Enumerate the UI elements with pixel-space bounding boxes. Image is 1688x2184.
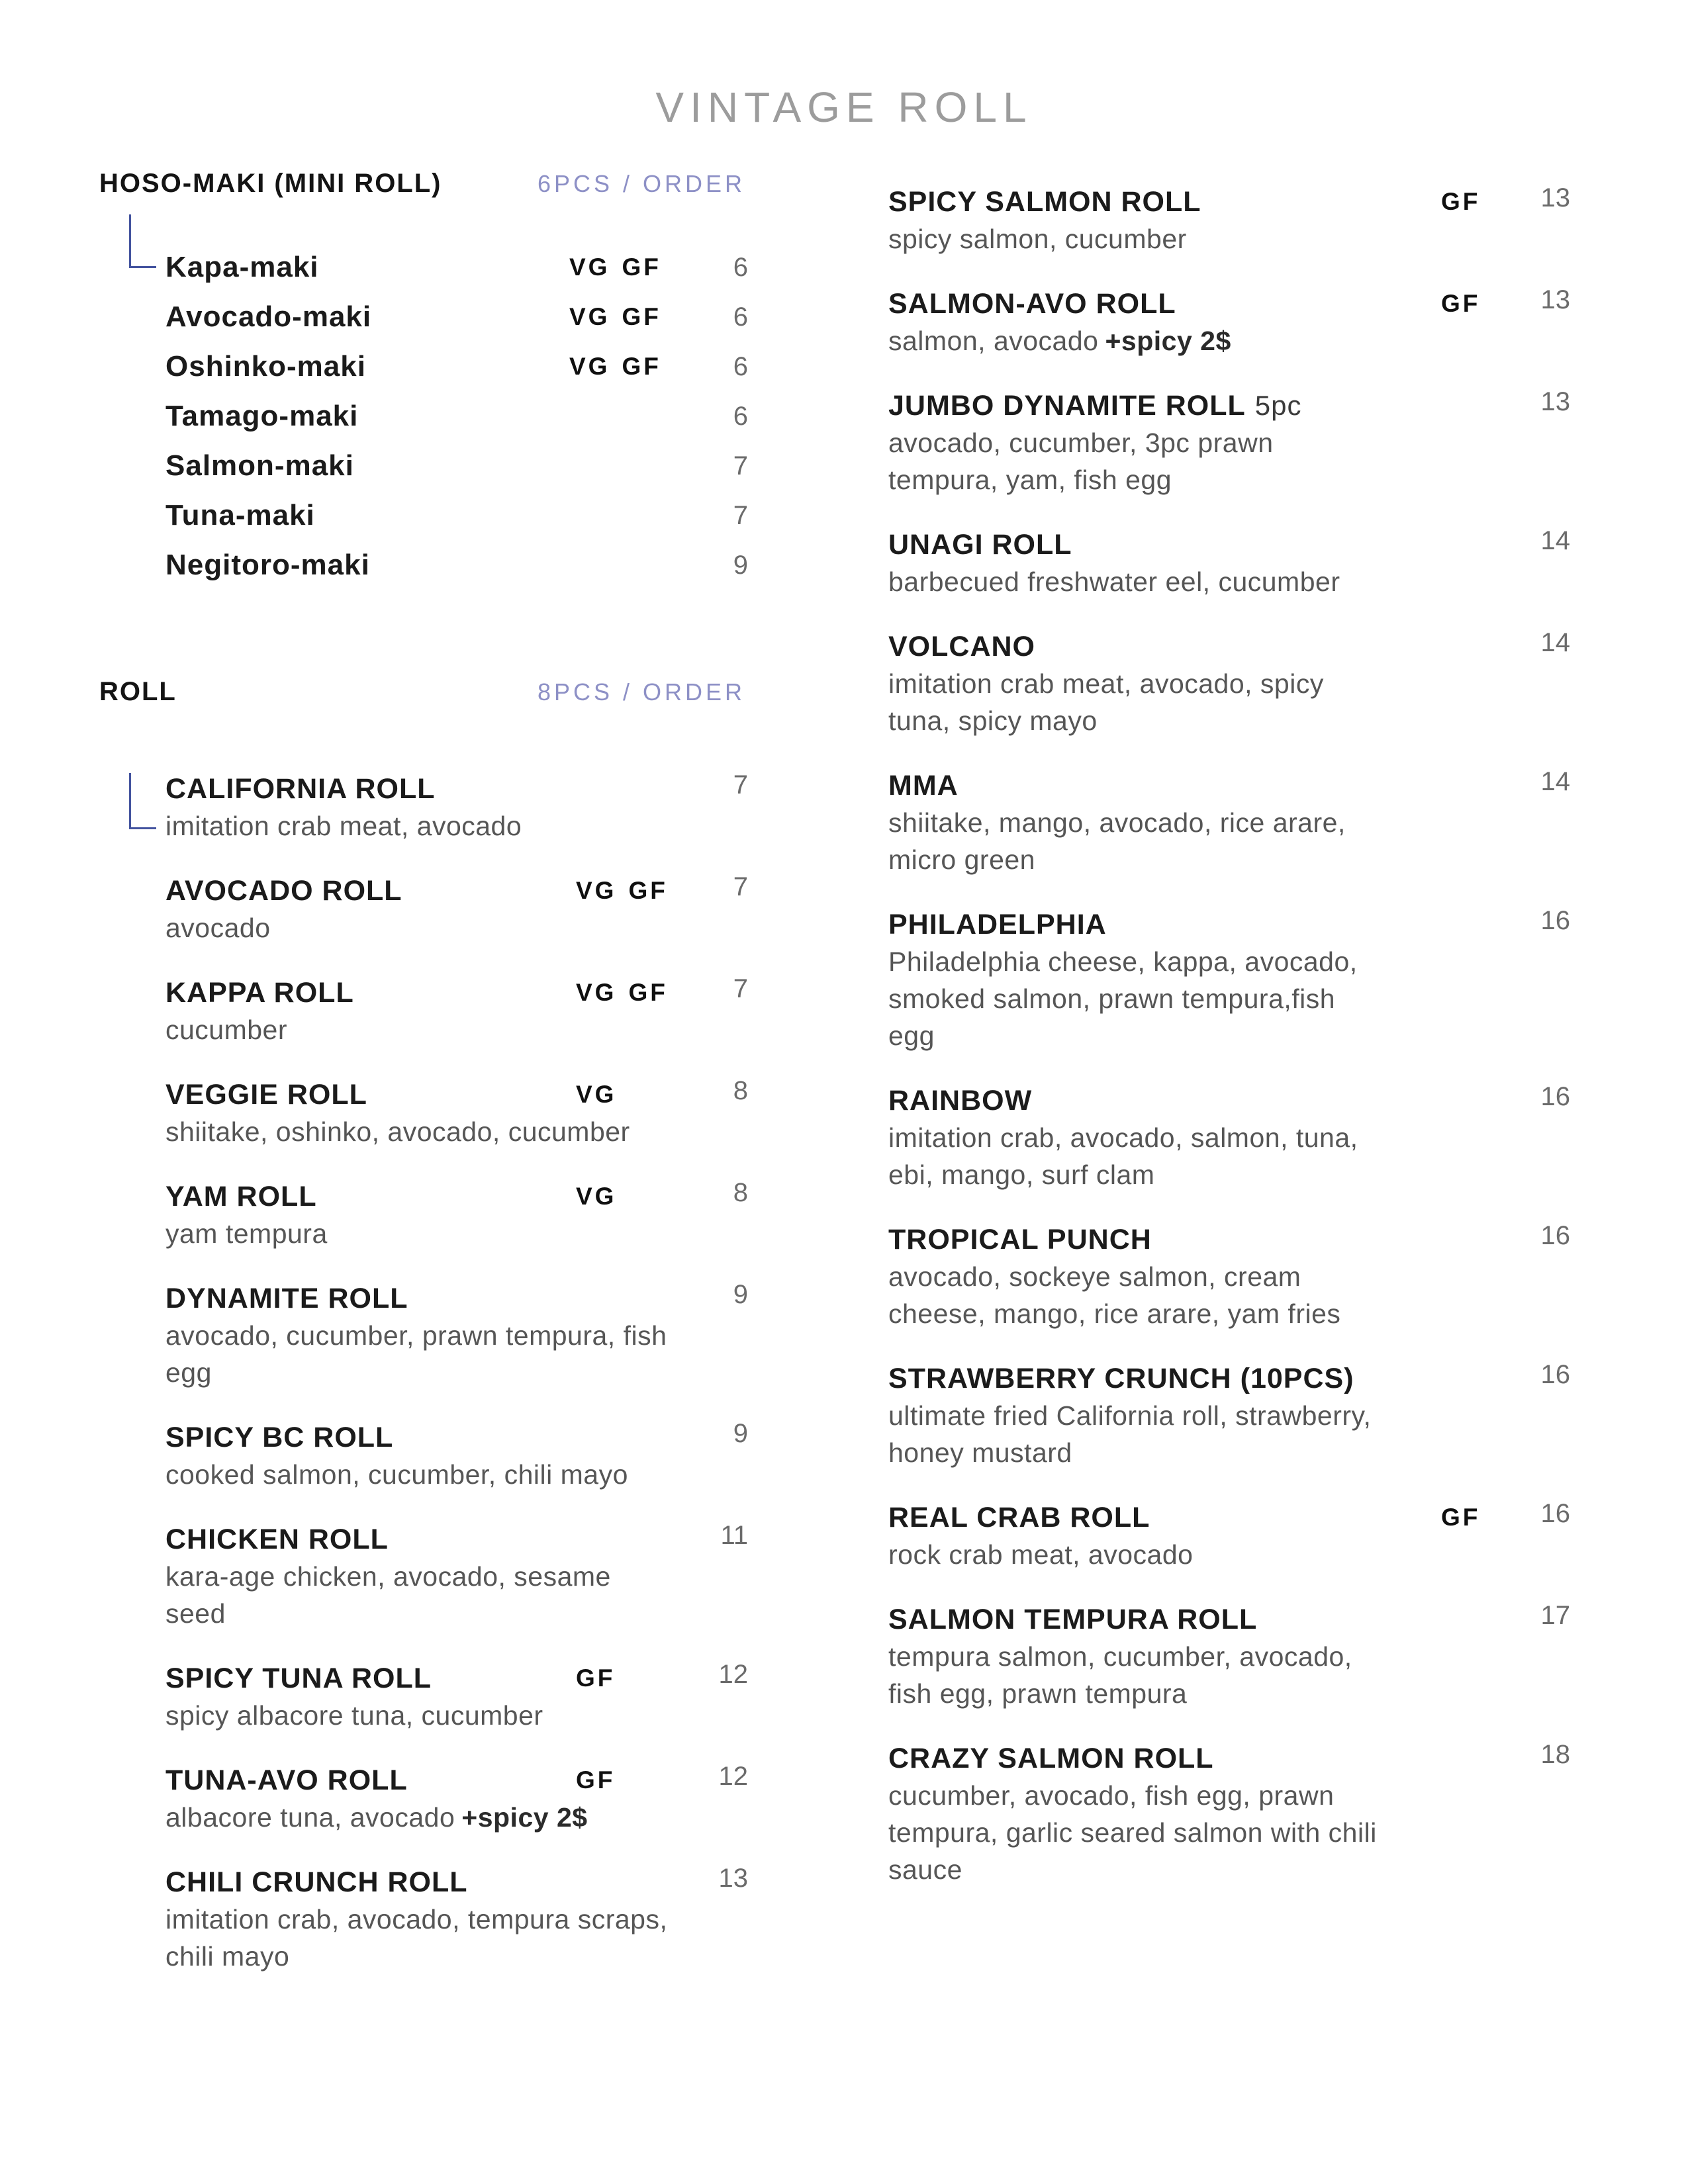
item-price: 8 xyxy=(733,1178,748,1207)
item-description: yam tempura xyxy=(165,1218,328,1249)
item-header xyxy=(99,1864,755,1901)
item-description: cooked salmon, cucumber, chili mayo xyxy=(165,1459,628,1490)
item-header xyxy=(99,1419,755,1456)
item-name: CALIFORNIA ROLL xyxy=(165,773,436,805)
item-description: tempura salmon, cucumber, avocado, fish egg, prawn tempura xyxy=(888,1641,1352,1709)
item-description: kara-age chicken, avocado, sesame seed xyxy=(165,1561,611,1629)
item-price: 14 xyxy=(1540,526,1570,555)
item-description: Philadelphia cheese, kappa, avocado, smoked salmon, prawn tempura,fish egg xyxy=(888,946,1358,1051)
item-name: VOLCANO xyxy=(888,631,1035,662)
menu-item xyxy=(888,628,1577,739)
menu-item xyxy=(888,183,1577,257)
badge-gf-label: GF xyxy=(622,352,661,380)
menu-item xyxy=(99,1076,755,1150)
item-header xyxy=(888,183,1577,220)
item-badges xyxy=(1441,183,1521,220)
item-name: CHILI CRUNCH ROLL xyxy=(165,1866,468,1898)
item-name: KAPPA ROLL xyxy=(165,977,354,1009)
item-addon-label: +spicy 2$ xyxy=(461,1802,588,1833)
badge-gf-label: GF xyxy=(1441,188,1481,215)
item-name: Avocado-maki xyxy=(165,300,372,333)
item-badges xyxy=(576,872,698,909)
item-header xyxy=(99,1178,755,1215)
item-badges xyxy=(1441,1499,1521,1536)
page-title: VINTAGE ROLL xyxy=(655,83,1033,131)
menu-item xyxy=(99,490,755,540)
item-description: cucumber, avocado, fish egg, prawn tempura, garlic seared salmon with chili sauce xyxy=(888,1780,1377,1885)
item-price: 16 xyxy=(1540,1499,1570,1528)
item-price: 8 xyxy=(733,1076,748,1105)
section-title-roll: ROLL xyxy=(99,677,177,706)
item-price: 6 xyxy=(733,302,748,332)
item-description: avocado, cucumber, prawn tempura, fish egg xyxy=(165,1320,667,1388)
menu-item xyxy=(99,1762,755,1836)
badge-gf-label: GF xyxy=(576,1664,616,1692)
item-header xyxy=(888,526,1577,563)
badge-gf-label: GF xyxy=(628,979,668,1006)
item-name: JUMBO DYNAMITE ROLL 5pc xyxy=(888,390,1302,422)
item-description: barbecued freshwater eel, cucumber xyxy=(888,567,1340,597)
item-header xyxy=(888,387,1577,424)
hoso-maki-list xyxy=(99,242,755,590)
item-price: 16 xyxy=(1540,1082,1570,1111)
badge-gf-label: GF xyxy=(576,1766,616,1794)
menu-item xyxy=(99,872,755,946)
item-price: 13 xyxy=(1540,387,1570,416)
menu-column-right xyxy=(888,169,1577,1916)
item-header xyxy=(888,1360,1577,1397)
item-name: RAINBOW xyxy=(888,1085,1033,1116)
menu-item xyxy=(99,1660,755,1734)
item-price: 16 xyxy=(1540,1221,1570,1250)
item-name: Oshinko-maki xyxy=(165,349,366,383)
item-badges xyxy=(569,249,698,286)
item-badges xyxy=(576,974,698,1011)
item-name: UNAGI ROLL xyxy=(888,529,1072,561)
item-header xyxy=(99,770,755,807)
item-price: 13 xyxy=(718,1864,748,1893)
item-badges xyxy=(569,298,698,336)
badge-gf-label: GF xyxy=(1441,290,1481,317)
menu-column-left xyxy=(99,169,755,2003)
item-header xyxy=(888,1601,1577,1638)
item-price: 14 xyxy=(1540,767,1570,796)
item-description: albacore tuna, avocado +spicy 2$ xyxy=(165,1802,588,1833)
item-badges xyxy=(569,348,698,385)
item-price: 12 xyxy=(718,1762,748,1791)
badge-vg-label: VG xyxy=(569,253,610,281)
item-header xyxy=(888,285,1577,322)
item-price: 17 xyxy=(1540,1601,1570,1630)
badge-gf-label: GF xyxy=(622,302,661,330)
menu-item xyxy=(99,770,755,844)
menu-item xyxy=(99,391,755,441)
menu-item xyxy=(99,1419,755,1493)
item-description: cucumber xyxy=(165,1015,288,1045)
item-price: 7 xyxy=(733,974,748,1003)
menu-item xyxy=(99,292,755,341)
item-price: 7 xyxy=(733,872,748,901)
menu-item xyxy=(888,1740,1577,1888)
item-name: REAL CRAB ROLL xyxy=(888,1502,1150,1533)
menu-item xyxy=(888,1082,1577,1193)
item-name: SPICY TUNA ROLL xyxy=(165,1662,432,1694)
badge-vg-label: VG xyxy=(576,1183,617,1210)
item-header xyxy=(888,1082,1577,1119)
item-price: 13 xyxy=(1540,285,1570,314)
menu-item xyxy=(99,441,755,490)
item-header xyxy=(99,872,755,909)
item-badges xyxy=(576,1076,698,1113)
item-description: avocado xyxy=(165,913,271,943)
section-header-hoso-maki xyxy=(99,169,755,206)
item-badges xyxy=(576,1660,698,1697)
item-description: ultimate fried California roll, strawberry, honey mustard xyxy=(888,1400,1372,1468)
item-name: SALMON-AVO ROLL xyxy=(888,288,1176,320)
menu-item xyxy=(888,526,1577,600)
item-price: 6 xyxy=(733,351,748,381)
item-description: imitation crab, avocado, salmon, tuna, ebi, mango, surf clam xyxy=(888,1122,1358,1190)
menu-item xyxy=(99,1280,755,1391)
menu-item xyxy=(99,1521,755,1632)
menu-item xyxy=(99,540,755,590)
menu-item xyxy=(888,1221,1577,1332)
item-name: Negitoro-maki xyxy=(165,548,370,581)
item-price: 7 xyxy=(733,770,748,799)
item-header xyxy=(888,1740,1577,1777)
item-header xyxy=(99,1076,755,1113)
menu-item xyxy=(99,242,755,292)
item-price: 11 xyxy=(720,1521,748,1550)
item-price: 7 xyxy=(733,451,748,480)
menu-item xyxy=(99,974,755,1048)
roll-list xyxy=(99,770,755,1975)
item-header xyxy=(888,1221,1577,1258)
menu-item xyxy=(888,285,1577,359)
item-name: STRAWBERRY CRUNCH (10PCS) xyxy=(888,1363,1354,1394)
item-description: spicy salmon, cucumber xyxy=(888,224,1187,254)
item-name: TUNA-AVO ROLL xyxy=(165,1764,408,1796)
tree-bracket-icon xyxy=(129,773,156,829)
item-badges xyxy=(576,1178,698,1215)
badge-vg-label: VG xyxy=(576,1081,617,1108)
item-name: AVOCADO ROLL xyxy=(165,875,402,907)
section-title-hoso-maki: HOSO-MAKI (MINI ROLL) xyxy=(99,169,442,198)
item-name: SPICY BC ROLL xyxy=(165,1422,394,1453)
item-price: 6 xyxy=(733,401,748,431)
item-name: PHILADELPHIA xyxy=(888,909,1107,940)
item-price: 18 xyxy=(1540,1740,1570,1769)
section-header-roll xyxy=(99,677,755,714)
item-name: SALMON TEMPURA ROLL xyxy=(888,1604,1258,1635)
menu-item xyxy=(99,1178,755,1252)
item-name: Tuna-maki xyxy=(165,498,315,531)
menu-item xyxy=(888,387,1577,498)
item-price: 16 xyxy=(1540,1360,1570,1389)
specialty-roll-list xyxy=(888,183,1577,1888)
item-header xyxy=(888,628,1577,665)
badge-vg-label: VG xyxy=(576,979,617,1006)
item-description: spicy albacore tuna, cucumber xyxy=(165,1700,543,1731)
item-price: 13 xyxy=(1540,183,1570,212)
item-description: rock crab meat, avocado xyxy=(888,1539,1194,1570)
menu-item xyxy=(888,1601,1577,1712)
badge-gf-label: GF xyxy=(1441,1504,1481,1531)
item-badges xyxy=(1441,285,1521,322)
menu-item xyxy=(888,767,1577,878)
item-header xyxy=(888,767,1577,804)
item-addon-label: +spicy 2$ xyxy=(1105,326,1231,356)
item-description: imitation crab meat, avocado xyxy=(165,811,522,841)
item-name: VEGGIE ROLL xyxy=(165,1079,367,1111)
item-price: 7 xyxy=(733,500,748,530)
item-header xyxy=(99,1521,755,1558)
item-name: SPICY SALMON ROLL xyxy=(888,186,1201,218)
item-description: avocado, sockeye salmon, cream cheese, mango, rice arare, yam fries xyxy=(888,1261,1341,1329)
item-name: MMA xyxy=(888,770,959,801)
item-description: salmon, avocado +spicy 2$ xyxy=(888,326,1231,356)
badge-vg-label: VG xyxy=(569,352,610,380)
item-description: imitation crab, avocado, tempura scraps, chili mayo xyxy=(165,1904,668,1972)
item-name: Kapa-maki xyxy=(165,250,319,283)
menu-item xyxy=(888,1499,1577,1573)
item-name: DYNAMITE ROLL xyxy=(165,1283,408,1314)
menu-item xyxy=(99,341,755,391)
item-description: avocado, cucumber, 3pc prawn tempura, yam, fish egg xyxy=(888,428,1274,495)
badge-gf-label: GF xyxy=(622,253,661,281)
item-header xyxy=(99,1280,755,1317)
item-badges xyxy=(576,1762,698,1799)
item-header xyxy=(888,906,1577,943)
item-price: 12 xyxy=(718,1660,748,1689)
item-description: shiitake, oshinko, avocado, cucumber xyxy=(165,1116,630,1147)
badge-vg-label: VG xyxy=(569,302,610,330)
item-header xyxy=(888,1499,1577,1536)
item-price: 9 xyxy=(733,550,748,580)
item-name: CHICKEN ROLL xyxy=(165,1524,389,1555)
item-piece-count: 5pc xyxy=(1254,390,1302,421)
item-price: 9 xyxy=(733,1419,748,1448)
portion-label-roll: 8PCS / ORDER xyxy=(537,678,745,705)
item-price: 16 xyxy=(1540,906,1570,935)
item-header xyxy=(99,1660,755,1697)
item-price: 6 xyxy=(733,252,748,282)
menu-item xyxy=(99,1864,755,1975)
item-name: YAM ROLL xyxy=(165,1181,317,1212)
tree-bracket-icon xyxy=(129,214,156,268)
portion-label-hoso-maki: 6PCS / ORDER xyxy=(537,170,745,197)
item-header xyxy=(99,974,755,1011)
item-price: 9 xyxy=(733,1280,748,1309)
badge-vg-label: VG xyxy=(576,877,617,904)
item-name: TROPICAL PUNCH xyxy=(888,1224,1152,1255)
item-description: imitation crab meat, avocado, spicy tuna, spicy mayo xyxy=(888,668,1324,736)
item-description: shiitake, mango, avocado, rice arare, micro green xyxy=(888,807,1346,875)
menu-item xyxy=(888,906,1577,1054)
item-name: Tamago-maki xyxy=(165,399,359,432)
item-header xyxy=(99,1762,755,1799)
badge-gf-label: GF xyxy=(628,877,668,904)
item-price: 14 xyxy=(1540,628,1570,657)
item-name: Salmon-maki xyxy=(165,449,354,482)
menu-item xyxy=(888,1360,1577,1471)
item-name: CRAZY SALMON ROLL xyxy=(888,1743,1214,1774)
